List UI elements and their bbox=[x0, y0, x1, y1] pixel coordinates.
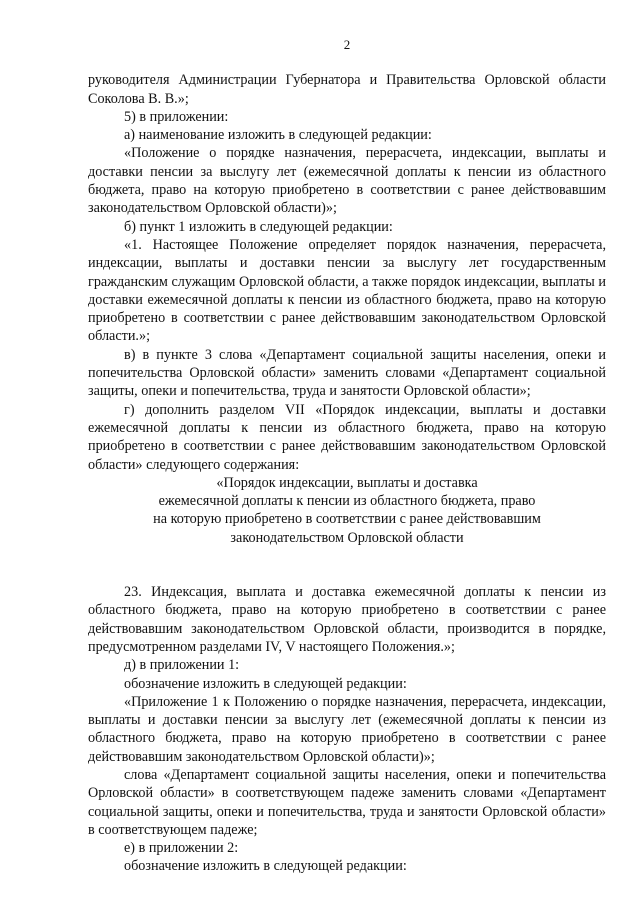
section-heading-line-2: ежемесячной доплаты к пенсии из областного бюджета, право bbox=[158, 493, 536, 510]
page-number: 2 bbox=[343, 37, 351, 52]
subitem-g: г) дополнить разделом VII «Порядок индексации, выплаты и доставки ежемесячной доплаты к пенсии из областного бюджета, право на которую приобретено в соответствии с ранее действовавшим законодательством Орловской области» следующего содержания: bbox=[88, 401, 606, 473]
subitem-a: а) наименование изложить в следующей редакции: bbox=[124, 127, 432, 144]
subitem-d-words: слова «Департамент социальной защиты населения, опеки и попечительства Орловской области» в соответствующем падеже заменить словами «Департамент социальной защиты, опеки и попечительства, труда и занятости Орловской области» в соответствующем падеже; bbox=[88, 766, 606, 838]
clause-23: 23. Индексация, выплата и доставка ежемесячной доплаты к пенсии из областного бюджета, право на которую приобретено в соответствии с ранее действовавшим законодательством Орловской области, производится в порядке, предусмотренном разделами IV, V настоящего Положения.»; bbox=[88, 584, 606, 655]
subitem-d-text: «Приложение 1 к Положению о порядке назначения, перерасчета, индексации, выплаты и доставки пенсии за выслугу лет (ежемесячной доплаты к пенсии из областного бюджета, право на которую приобретено в соответствии с ранее действовавшим законодательством Орловской области)»; bbox=[88, 693, 606, 765]
section-heading-line-3: на которую приобретено в соответствии с ранее действовавшим bbox=[153, 511, 541, 528]
item-5: 5) в приложении: bbox=[124, 108, 229, 125]
subitem-b-text: «1. Настоящее Положение определяет порядок назначения, перерасчета, индексации, выплаты и доставки пенсии за выслугу лет государственным гражданским служащим Орловской области, а также порядок индексации, выплаты и доставки ежемесячной доплаты к пенсии из областного бюджета, право на которую приобретено в соответствии с ранее действовавшим законодательством Орловской области.»; bbox=[88, 236, 606, 345]
section-heading-line-4: законодательством Орловской области bbox=[230, 529, 464, 546]
subitem-e-designation: обозначение изложить в следующей редакции: bbox=[124, 858, 407, 875]
subitem-v: в) в пункте 3 слова «Департамент социальной защиты населения, опеки и попечительства Орловской области» заменить словами «Департамент социальной защиты, опеки и попечительства, труда и занятости Орловской области»; bbox=[88, 346, 606, 400]
section-heading-line-1: «Порядок индексации, выплаты и доставка bbox=[216, 474, 478, 491]
subitem-a-text: «Положение о порядке назначения, перерасчета, индексации, выплаты и доставки пенсии за выслугу лет (ежемесячной доплаты к пенсии из областного бюджета, право на которую приобретено в соответствии с ранее действовавшим законодательством Орловской области)»; bbox=[88, 145, 606, 217]
subitem-d-designation: обозначение изложить в следующей редакции: bbox=[124, 675, 407, 692]
subitem-e: е) в приложении 2: bbox=[124, 840, 239, 857]
paragraph-continuation: руководителя Администрации Губернатора и Правительства Орловской области Соколова В. В.»; bbox=[88, 72, 606, 107]
subitem-b: б) пункт 1 изложить в следующей редакции: bbox=[124, 218, 393, 235]
subitem-d: д) в приложении 1: bbox=[124, 657, 240, 674]
